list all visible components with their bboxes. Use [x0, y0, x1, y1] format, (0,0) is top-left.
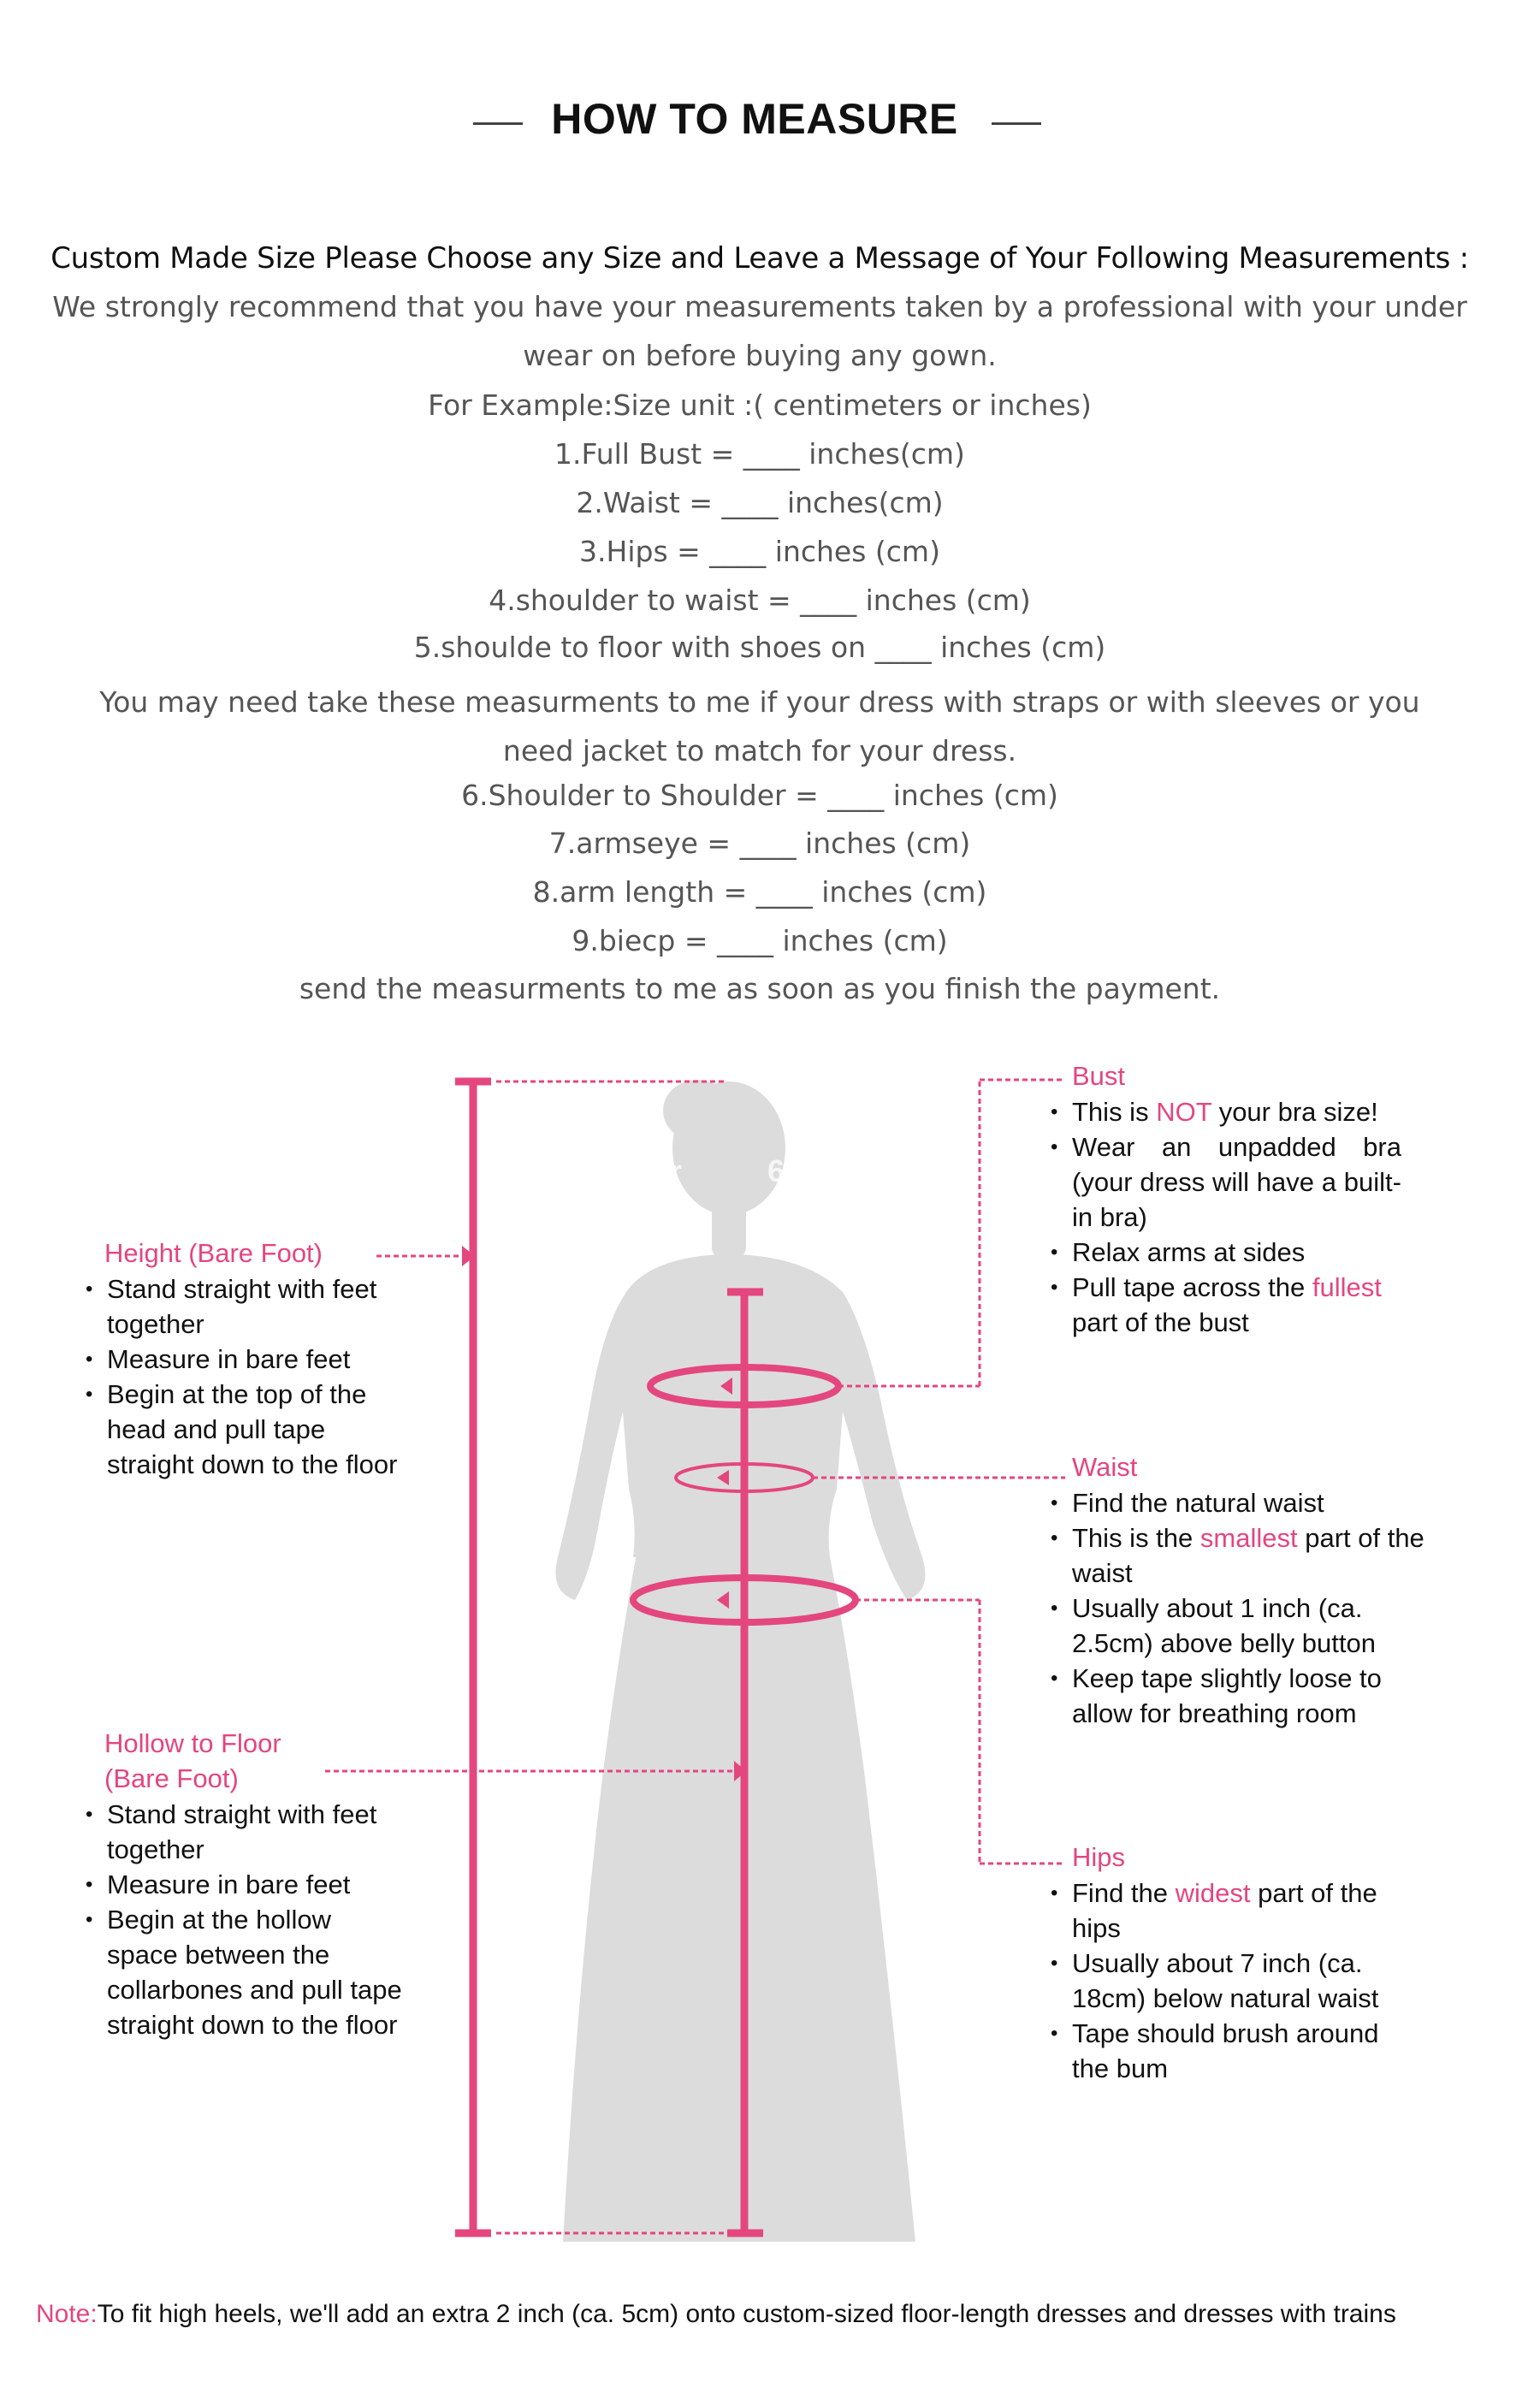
measurement-item-5: 5.shoulde to floor with shoes on ____ inches (cm)	[413, 631, 1106, 664]
list-item: • Usually about 7 inch (ca. 18cm) below natural waist	[1051, 1946, 1401, 2016]
list-item: • Find the widest part of the hips	[1051, 1875, 1414, 1946]
measurement-item-2: 2.Waist = ____ inches(cm)	[576, 486, 944, 519]
bust-bullets	[1051, 1094, 1401, 1340]
instructions-send: send the measurments to me as soon as you finish the payment.	[299, 972, 1221, 1005]
list-item: • Measure in bare feet	[86, 1867, 402, 1902]
height-bullets	[86, 1271, 402, 1482]
footer-note	[36, 2300, 1396, 2329]
list-item: • Pull tape across the fullest part of the bust	[1051, 1270, 1401, 1340]
hips-title: Hips	[1072, 1842, 1126, 1872]
measurement-item-9: 9.biecp = ____ inches (cm)	[572, 924, 948, 957]
instructions-recommend: We strongly recommend that you have your measurements taken by a professional with your under wear on before buying any gown.	[52, 290, 1467, 372]
measurement-item-7: 7.armseye = ____ inches (cm)	[548, 827, 971, 860]
note-label: Note:	[36, 2300, 98, 2328]
list-item: • Measure in bare feet	[86, 1342, 402, 1377]
list-item: • Begin at the top of the head and pull tape straight down to the floor	[86, 1377, 402, 1482]
waist-title: Waist	[1072, 1452, 1138, 1482]
list-item: • This is NOT your bra size!	[1051, 1094, 1401, 1129]
hollow-title-line2: (Bare Foot)	[104, 1763, 239, 1793]
list-item: • This is the smallest part of the waist	[1051, 1520, 1453, 1591]
hollow-title: Hollow to Floor	[104, 1728, 281, 1758]
note-text: To fit high heels, we'll add an extra 2 inch (ca. 5cm) onto custom-sized floor-length dresses and dresses with trains	[97, 2300, 1396, 2328]
measurement-item-8: 8.arm length = ____ inches (cm)	[532, 875, 987, 909]
list-item: • Tape should brush around the bum	[1051, 2016, 1401, 2086]
bust-title: Bust	[1072, 1061, 1126, 1091]
instructions-example: For Example:Size unit :( centimeters or inches)	[428, 388, 1092, 422]
measurement-item-3: 3.Hips = ____ inches (cm)	[579, 535, 940, 568]
measurement-item-4: 4.shoulder to waist = ____ inches (cm)	[489, 584, 1031, 617]
hips-bullets	[1051, 1875, 1401, 2086]
list-item: • Begin at the hollow space between the collarbones and pull tape straight down to the floor	[86, 1902, 402, 2042]
list-item: • Stand straight with feet together	[86, 1797, 402, 1867]
header-right-rule	[992, 122, 1041, 125]
instructions-sleeves-note: You may need take these measurments to me if your dress with straps or with sleeves or you need jacket to match for your dress.	[99, 685, 1420, 767]
measurement-item-1: 1.Full Bust = ____ inches(cm)	[554, 437, 965, 471]
height-title: Height (Bare Foot)	[104, 1238, 323, 1268]
list-item: • Find the natural waist	[1051, 1485, 1453, 1520]
store-watermark: Stor 6032	[620, 1153, 837, 1188]
list-item: • Relax arms at sides	[1051, 1235, 1401, 1270]
instructions-heading: Custom Made Size Please Choose any Size and Leave a Message of Your Following Measurements :	[50, 241, 1469, 276]
dress-silhouette	[556, 1080, 926, 2242]
page-title: HOW TO MEASURE	[551, 95, 958, 143]
waist-bullets	[1051, 1485, 1453, 1731]
hollow-bullets	[86, 1797, 402, 2042]
list-item: • Usually about 1 inch (ca. 2.5cm) above belly button	[1051, 1591, 1389, 1661]
list-item: • Keep tape slightly loose to allow for breathing room	[1051, 1661, 1414, 1731]
list-item: • Wear an unpadded bra (your dress will have a built-in bra)	[1051, 1129, 1401, 1235]
measurement-item-6: 6.Shoulder to Shoulder = ____ inches (cm)	[461, 779, 1058, 812]
list-item: • Stand straight with feet together	[86, 1271, 402, 1342]
